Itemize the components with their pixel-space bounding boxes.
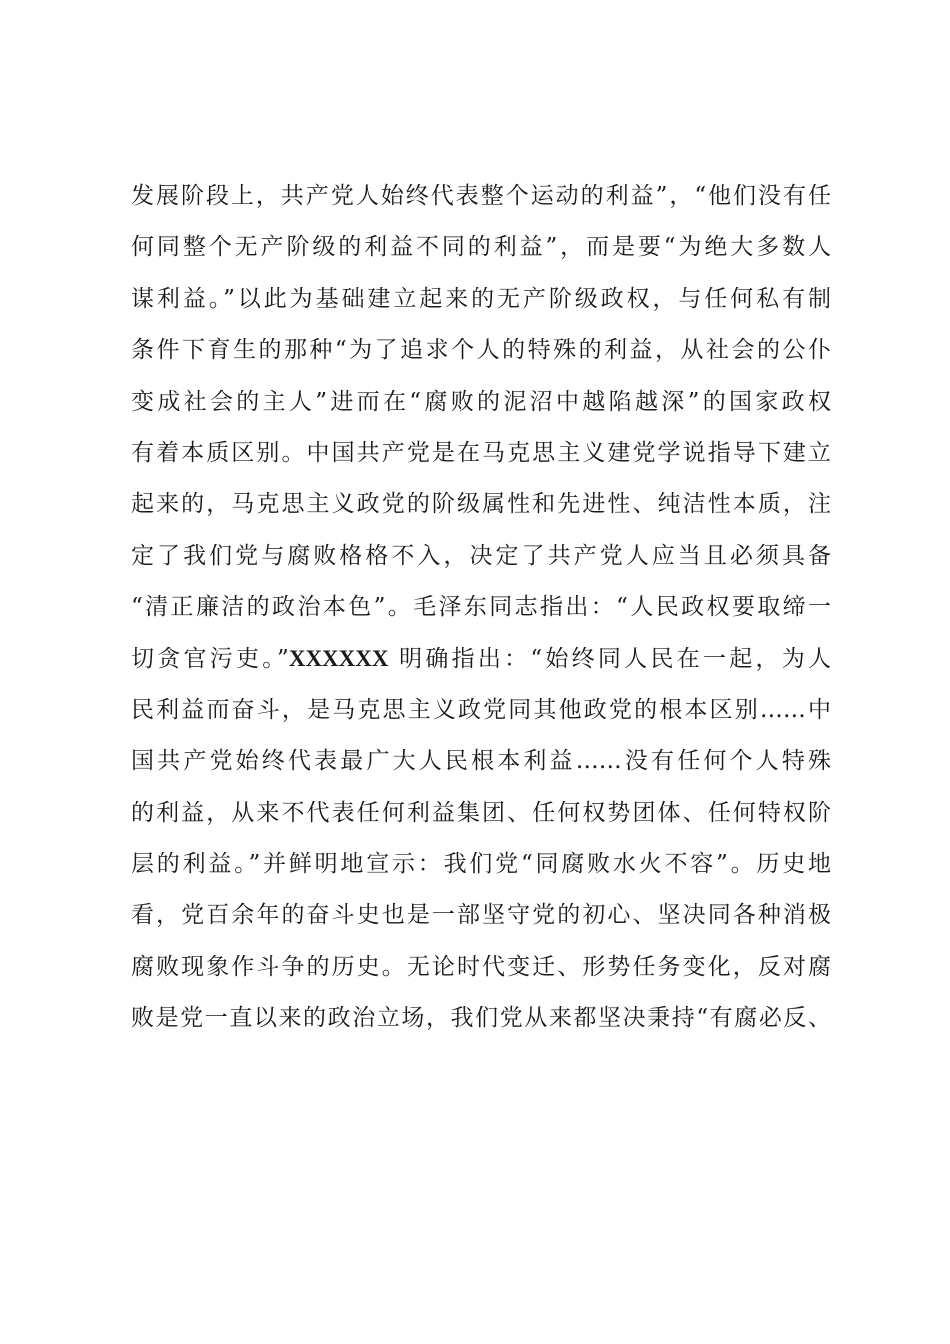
- text-line: 定了我们党与腐败格格不入，决定了共产党人应当且必须具备: [131, 542, 831, 569]
- text-line: 何同整个无产阶级的利益不同的利益”，而是要“为绝大多数人: [131, 234, 831, 261]
- body-paragraph: [131, 175, 831, 1049]
- text-line: 国共产党始终代表最广大人民根本利益……没有任何个人特殊: [131, 748, 831, 775]
- text-line: 条件下育生的那种“为了追求个人的特殊的利益，从社会的公仆: [131, 337, 831, 364]
- text-line-with-redaction: [131, 638, 831, 689]
- text-segment: 明确指出：“始终同人民在一起，为人: [388, 645, 831, 672]
- text-line: 败是党一直以来的政治立场，我们党从来都坚决秉持“有腐必反、: [131, 1005, 831, 1032]
- text-line: 民利益而奋斗，是马克思主义政党同其他政党的根本区别……中: [131, 696, 831, 723]
- text-segment: 切贪官污吏。”: [131, 645, 289, 672]
- text-line: 腐败现象作斗争的历史。无论时代变迁、形势任务变化，反对腐: [131, 953, 831, 980]
- text-line: 变成社会的主人”进而在“腐败的泥沼中越陷越深”的国家政权: [131, 388, 831, 415]
- text-line: 的利益，从来不代表任何利益集团、任何权势团体、任何特权阶: [131, 799, 831, 826]
- text-line: 发展阶段上，共产党人始终代表整个运动的利益”，“他们没有任: [131, 183, 831, 209]
- redacted-name: XXXXXX: [288, 645, 389, 671]
- text-line: 层的利益。”并鲜明地宣示：我们党“同腐败水火不容”。历史地: [131, 851, 831, 878]
- text-line: 有着本质区别。中国共产党是在马克思主义建党学说指导下建立: [131, 439, 831, 466]
- text-line: 起来的，马克思主义政党的阶级属性和先进性、纯洁性本质，注: [131, 491, 831, 518]
- text-line: 看，党百余年的奋斗史也是一部坚守党的初心、坚决同各种消极: [131, 902, 831, 929]
- text-line: 谋利益。”以此为基础建立起来的无产阶级政权，与任何私有制: [131, 285, 831, 312]
- text-line: “清正廉洁的政治本色”。毛泽东同志指出：“人民政权要取缔一: [131, 594, 831, 621]
